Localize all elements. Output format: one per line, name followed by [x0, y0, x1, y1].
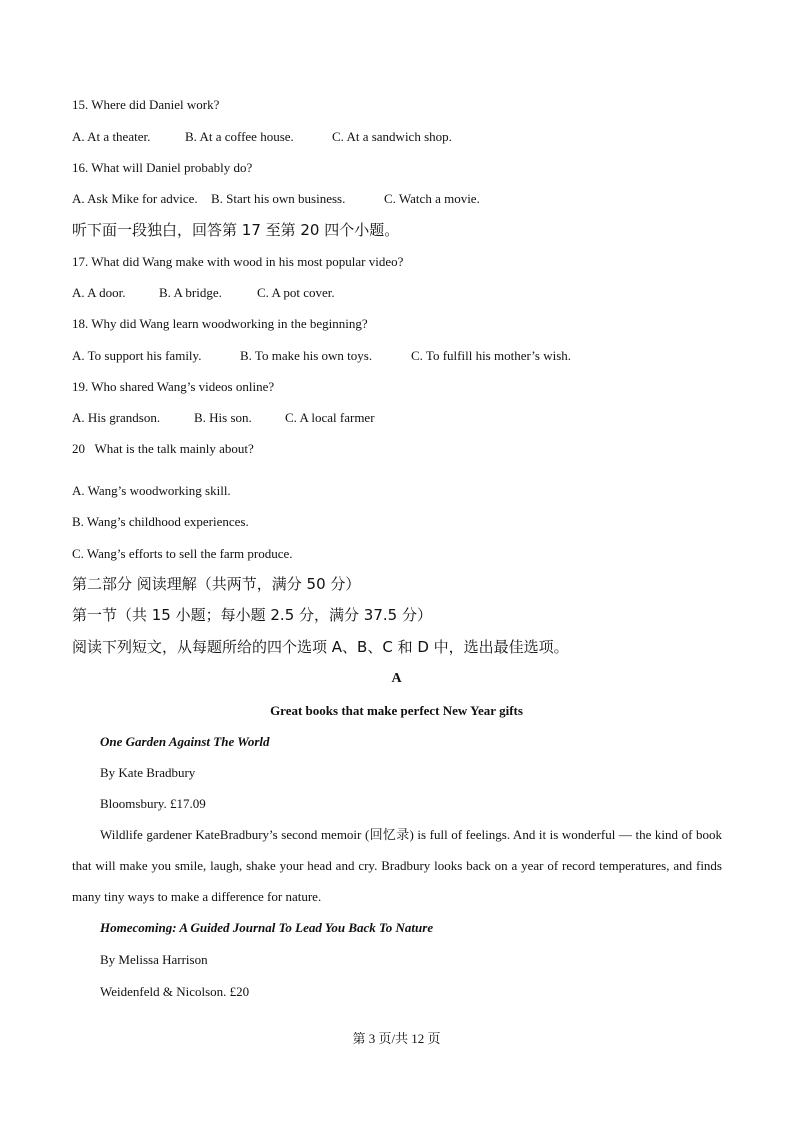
- option-a: A. A door.: [72, 285, 126, 300]
- option-b: B. At a coffee house.: [185, 129, 294, 144]
- book-1-publisher: Bloomsbury. £17.09: [100, 796, 206, 811]
- question-17-options: [72, 285, 335, 301]
- page-footer: 第 3 页/共 12 页: [352, 1031, 441, 1046]
- question-19: 19. Who shared Wang’s videos online?: [72, 379, 275, 394]
- option-c: C. At a sandwich shop.: [332, 129, 452, 144]
- part2-title: 第二部分 阅读理解（共两节，满分 50 分）: [72, 575, 361, 593]
- question-17: 17. What did Wang make with wood in his most popular video?: [72, 254, 404, 269]
- passage-letter: A: [391, 671, 402, 686]
- section1-title: 第一节（共 15 小题；每小题 2.5 分，满分 37.5 分）: [72, 606, 432, 624]
- question-20: 20 What is the talk mainly about?: [72, 441, 254, 456]
- question-18-options: [72, 348, 571, 364]
- option-a: A. Ask Mike for advice.: [72, 191, 198, 206]
- option-b: B. Start his own business.: [211, 191, 346, 206]
- book-2-author: By Melissa Harrison: [100, 952, 208, 967]
- option-c: C. Watch a movie.: [384, 191, 480, 206]
- option-c: C. A pot cover.: [257, 285, 335, 300]
- monologue-instruction: 听下面一段独白，回答第 17 至第 20 四个小题。: [72, 221, 400, 239]
- option-b: B. A bridge.: [159, 285, 222, 300]
- question-20-option-a: A. Wang’s woodworking skill.: [72, 483, 231, 498]
- question-19-options: [72, 410, 375, 426]
- option-a: A. To support his family.: [72, 348, 202, 363]
- question-16: 16. What will Daniel probably do?: [72, 160, 253, 175]
- question-18: 18. Why did Wang learn woodworking in the beginning?: [72, 316, 368, 331]
- option-c: C. To fulfill his mother’s wish.: [411, 348, 572, 363]
- option-a: A. His grandson.: [72, 410, 161, 425]
- option-b: B. His son.: [194, 410, 252, 425]
- passage-title: Great books that make perfect New Year gifts: [270, 703, 523, 718]
- book-2-publisher: Weidenfeld & Nicolson. £20: [100, 984, 250, 999]
- book-2-title: Homecoming: A Guided Journal To Lead You Back To Nature: [100, 920, 434, 935]
- option-c: C. A local farmer: [285, 410, 375, 425]
- question-15: 15. Where did Daniel work?: [72, 97, 220, 112]
- book-1-author: By Kate Bradbury: [100, 765, 196, 780]
- option-b: B. To make his own toys.: [240, 348, 373, 363]
- question-16-options: [72, 191, 480, 207]
- book-1-title: One Garden Against The World: [100, 734, 270, 749]
- question-20-option-c: C. Wang’s efforts to sell the farm produce.: [72, 546, 293, 561]
- option-a: A. At a theater.: [72, 129, 151, 144]
- question-15-options: [72, 129, 452, 145]
- reading-instruction: 阅读下列短文，从每题所给的四个选项 A、B、C 和 D 中，选出最佳选项。: [72, 638, 569, 656]
- book-1-description: Wildlife gardener KateBradbury’s second memoir (回忆录) is full of feelings. And it is wonderful — the kind of book that will make you smile, laugh, shake your head and cry. Bradbury looks back on a year of record temperatures, and finds many tiny ways to make a difference for nature.: [72, 827, 722, 904]
- question-20-option-b: B. Wang’s childhood experiences.: [72, 514, 249, 529]
